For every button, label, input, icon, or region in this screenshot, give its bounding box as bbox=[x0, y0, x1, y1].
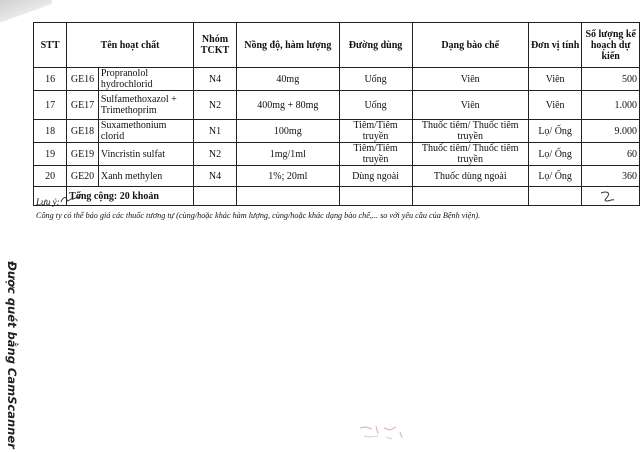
row-qty: 60 bbox=[582, 143, 640, 166]
table-row bbox=[34, 91, 640, 120]
row-form: Thuốc dùng ngoài bbox=[412, 166, 528, 187]
header-active-ingredient: Tên hoạt chất bbox=[67, 23, 194, 68]
header-dosage-form: Dạng bào chế bbox=[412, 23, 528, 68]
row-code: GE20 bbox=[67, 166, 99, 187]
row-unit: Lọ/ Ống bbox=[528, 143, 581, 166]
total-empty-cell bbox=[237, 187, 340, 206]
header-quantity: Số lượng kế hoạch dự kiến bbox=[582, 23, 640, 68]
handwritten-initial bbox=[60, 193, 82, 205]
row-stt: 17 bbox=[34, 91, 67, 120]
note-label: Lưu ý: bbox=[36, 197, 60, 207]
note-text: Công ty có thể báo giá các thuốc tương tự (cùng/hoặc khác hàm lượng, cùng/hoặc khác dạng bào chế,... so với yêu cầu của Bệnh viện). bbox=[36, 211, 481, 220]
row-group: N2 bbox=[193, 143, 236, 166]
row-strength: 400mg + 80mg bbox=[237, 91, 340, 120]
table-row bbox=[34, 68, 640, 91]
row-form: Thuốc tiêm/ Thuốc tiêm truyền bbox=[412, 143, 528, 166]
row-unit: Lọ/ Ống bbox=[528, 166, 581, 187]
handwritten-mark bbox=[598, 190, 616, 204]
header-row bbox=[34, 23, 640, 68]
row-code: GE18 bbox=[67, 120, 99, 143]
row-strength: 1mg/1ml bbox=[237, 143, 340, 166]
header-group: Nhóm TCKT bbox=[193, 23, 236, 68]
row-code: GE17 bbox=[67, 91, 99, 120]
header-stt: STT bbox=[34, 23, 67, 68]
total-label: Tổng cộng: 20 khoản bbox=[67, 187, 194, 206]
row-route: Tiêm/Tiêm truyền bbox=[339, 120, 412, 143]
row-group: N1 bbox=[193, 120, 236, 143]
watermark-text: Được quét bằng CamScanner bbox=[5, 261, 19, 449]
header-route: Đường dùng bbox=[339, 23, 412, 68]
row-qty: 360 bbox=[582, 166, 640, 187]
row-name: Propranolol hydrochlorid bbox=[98, 68, 193, 91]
row-name: Vincristin sulfat bbox=[98, 143, 193, 166]
row-name: Xanh methylen bbox=[98, 166, 193, 187]
row-stt: 20 bbox=[34, 166, 67, 187]
row-qty: 500 bbox=[582, 68, 640, 91]
row-unit: Viên bbox=[528, 91, 581, 120]
table-row bbox=[34, 166, 640, 187]
header-strength: Nồng độ, hàm lượng bbox=[237, 23, 340, 68]
row-route: Tiêm/Tiêm truyền bbox=[339, 143, 412, 166]
row-route: Dùng ngoài bbox=[339, 166, 412, 187]
row-stt: 19 bbox=[34, 143, 67, 166]
table-row bbox=[34, 120, 640, 143]
total-empty-cell bbox=[339, 187, 412, 206]
row-form: Thuốc tiêm/ Thuốc tiêm truyền bbox=[412, 120, 528, 143]
drug-list-table bbox=[33, 22, 640, 206]
row-stt: 16 bbox=[34, 68, 67, 91]
total-empty-cell bbox=[193, 187, 236, 206]
scanner-watermark bbox=[2, 262, 22, 448]
row-name: Suxamethonium clorid bbox=[98, 120, 193, 143]
table-row bbox=[34, 143, 640, 166]
row-name: Sulfamethoxazol + Trimethoprim bbox=[98, 91, 193, 120]
row-code: GE19 bbox=[67, 143, 99, 166]
row-form: Viên bbox=[412, 68, 528, 91]
row-unit: Viên bbox=[528, 68, 581, 91]
faint-stamp-mark bbox=[356, 422, 406, 444]
total-empty-cell bbox=[412, 187, 528, 206]
total-empty-cell bbox=[528, 187, 581, 206]
header-unit: Đơn vị tính bbox=[528, 23, 581, 68]
scan-edge-shadow bbox=[0, 0, 52, 22]
row-group: N4 bbox=[193, 166, 236, 187]
row-strength: 100mg bbox=[237, 120, 340, 143]
row-code: GE16 bbox=[67, 68, 99, 91]
row-stt: 18 bbox=[34, 120, 67, 143]
row-form: Viên bbox=[412, 91, 528, 120]
row-unit: Lọ/ Ống bbox=[528, 120, 581, 143]
row-strength: 40mg bbox=[237, 68, 340, 91]
row-strength: 1%; 20ml bbox=[237, 166, 340, 187]
row-route: Uống bbox=[339, 91, 412, 120]
total-row bbox=[34, 187, 640, 206]
row-qty: 1.000 bbox=[582, 91, 640, 120]
row-group: N4 bbox=[193, 68, 236, 91]
row-qty: 9.000 bbox=[582, 120, 640, 143]
row-group: N2 bbox=[193, 91, 236, 120]
row-route: Uống bbox=[339, 68, 412, 91]
